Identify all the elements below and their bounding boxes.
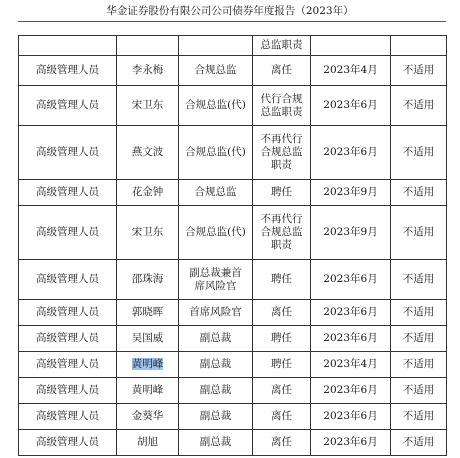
change-type-cell: 聘任 bbox=[253, 260, 311, 300]
role-cell: 高级管理人员 bbox=[19, 260, 117, 300]
role-cell: 高级管理人员 bbox=[19, 300, 117, 326]
name-cell: 燕文波 bbox=[117, 126, 179, 180]
note-cell bbox=[391, 36, 447, 56]
name-cell bbox=[117, 36, 179, 56]
note-cell: 不适用 bbox=[391, 180, 447, 206]
change-type-cell: 离任 bbox=[253, 404, 311, 430]
position-cell: 合规总监 bbox=[179, 180, 253, 206]
name-cell: 宋卫东 bbox=[117, 86, 179, 126]
role-cell bbox=[19, 36, 117, 56]
note-cell: 不适用 bbox=[391, 206, 447, 260]
note-cell: 不适用 bbox=[391, 326, 447, 352]
position-cell: 副总裁 bbox=[179, 326, 253, 352]
position-cell bbox=[179, 36, 253, 56]
position-cell: 副总裁 bbox=[179, 404, 253, 430]
table-row bbox=[19, 430, 447, 456]
position-cell: 副总裁 bbox=[179, 430, 253, 456]
name-cell: 黄明峰 bbox=[117, 378, 179, 404]
name-cell: 金葵华 bbox=[117, 404, 179, 430]
date-cell: 2023年9月 bbox=[311, 206, 391, 260]
change-type-cell: 不再代行合规总监职责 bbox=[253, 126, 311, 180]
note-cell: 不适用 bbox=[391, 404, 447, 430]
date-cell: 2023年6月 bbox=[311, 86, 391, 126]
change-type-cell: 离任 bbox=[253, 430, 311, 456]
name-cell bbox=[117, 352, 179, 378]
note-cell: 不适用 bbox=[391, 300, 447, 326]
position-cell: 首席风险官 bbox=[179, 300, 253, 326]
role-cell: 高级管理人员 bbox=[19, 326, 117, 352]
name-cell: 郭晓晖 bbox=[117, 300, 179, 326]
date-cell bbox=[311, 36, 391, 56]
date-cell: 2023年6月 bbox=[311, 126, 391, 180]
role-cell: 高级管理人员 bbox=[19, 430, 117, 456]
role-cell: 高级管理人员 bbox=[19, 86, 117, 126]
position-cell: 合规总监 bbox=[179, 56, 253, 86]
note-cell: 不适用 bbox=[391, 260, 447, 300]
name-cell: 宋卫东 bbox=[117, 206, 179, 260]
position-cell: 副总裁 bbox=[179, 378, 253, 404]
position-cell: 副总裁 bbox=[179, 352, 253, 378]
table-row bbox=[19, 260, 447, 300]
change-type-cell: 离任 bbox=[253, 378, 311, 404]
role-cell: 高级管理人员 bbox=[19, 378, 117, 404]
date-cell: 2023年6月 bbox=[311, 260, 391, 300]
name-cell: 花金钟 bbox=[117, 180, 179, 206]
table-row bbox=[19, 352, 447, 378]
role-cell: 高级管理人员 bbox=[19, 352, 117, 378]
change-type-cell: 聘任 bbox=[253, 326, 311, 352]
report-header: 华金证券股份有限公司公司债券年度报告（2023年） bbox=[106, 5, 354, 17]
date-cell: 2023年6月 bbox=[311, 326, 391, 352]
change-type-cell: 离任 bbox=[253, 300, 311, 326]
role-cell: 高级管理人员 bbox=[19, 180, 117, 206]
name-cell: 邵珠海 bbox=[117, 260, 179, 300]
name-cell: 吴国威 bbox=[117, 326, 179, 352]
note-cell: 不适用 bbox=[391, 352, 447, 378]
role-cell: 高级管理人员 bbox=[19, 404, 117, 430]
table-row bbox=[19, 86, 447, 126]
table-row bbox=[19, 36, 447, 56]
personnel-change-table bbox=[18, 35, 447, 456]
change-type-cell: 不再代行合规总监职责 bbox=[253, 206, 311, 260]
table-row bbox=[19, 56, 447, 86]
note-cell: 不适用 bbox=[391, 430, 447, 456]
position-cell: 合规总监(代) bbox=[179, 86, 253, 126]
note-cell: 不适用 bbox=[391, 86, 447, 126]
table-row bbox=[19, 378, 447, 404]
name-cell: 胡旭 bbox=[117, 430, 179, 456]
change-type-cell: 总监职责 bbox=[253, 36, 311, 56]
table-row bbox=[19, 180, 447, 206]
date-cell: 2023年9月 bbox=[311, 180, 391, 206]
change-type-cell: 离任 bbox=[253, 56, 311, 86]
table-row bbox=[19, 404, 447, 430]
note-cell: 不适用 bbox=[391, 378, 447, 404]
date-cell: 2023年6月 bbox=[311, 404, 391, 430]
position-cell: 合规总监(代) bbox=[179, 206, 253, 260]
date-cell: 2023年6月 bbox=[311, 378, 391, 404]
header-divider bbox=[18, 21, 446, 22]
name-cell: 李永梅 bbox=[117, 56, 179, 86]
table-row bbox=[19, 126, 447, 180]
table-row bbox=[19, 206, 447, 260]
position-cell: 副总裁兼首席风险官 bbox=[179, 260, 253, 300]
role-cell: 高级管理人员 bbox=[19, 56, 117, 86]
date-cell: 2023年4月 bbox=[311, 352, 391, 378]
role-cell: 高级管理人员 bbox=[19, 206, 117, 260]
change-type-cell: 代行合规总监职责 bbox=[253, 86, 311, 126]
note-cell: 不适用 bbox=[391, 56, 447, 86]
date-cell: 2023年6月 bbox=[311, 300, 391, 326]
selected-text-highlight[interactable]: 黄明峰 bbox=[131, 358, 164, 370]
change-type-cell: 聘任 bbox=[253, 352, 311, 378]
change-type-cell: 聘任 bbox=[253, 180, 311, 206]
table-row bbox=[19, 300, 447, 326]
role-cell: 高级管理人员 bbox=[19, 126, 117, 180]
date-cell: 2023年6月 bbox=[311, 430, 391, 456]
date-cell: 2023年4月 bbox=[311, 56, 391, 86]
table-row bbox=[19, 326, 447, 352]
position-cell: 合规总监(代) bbox=[179, 126, 253, 180]
note-cell: 不适用 bbox=[391, 126, 447, 180]
